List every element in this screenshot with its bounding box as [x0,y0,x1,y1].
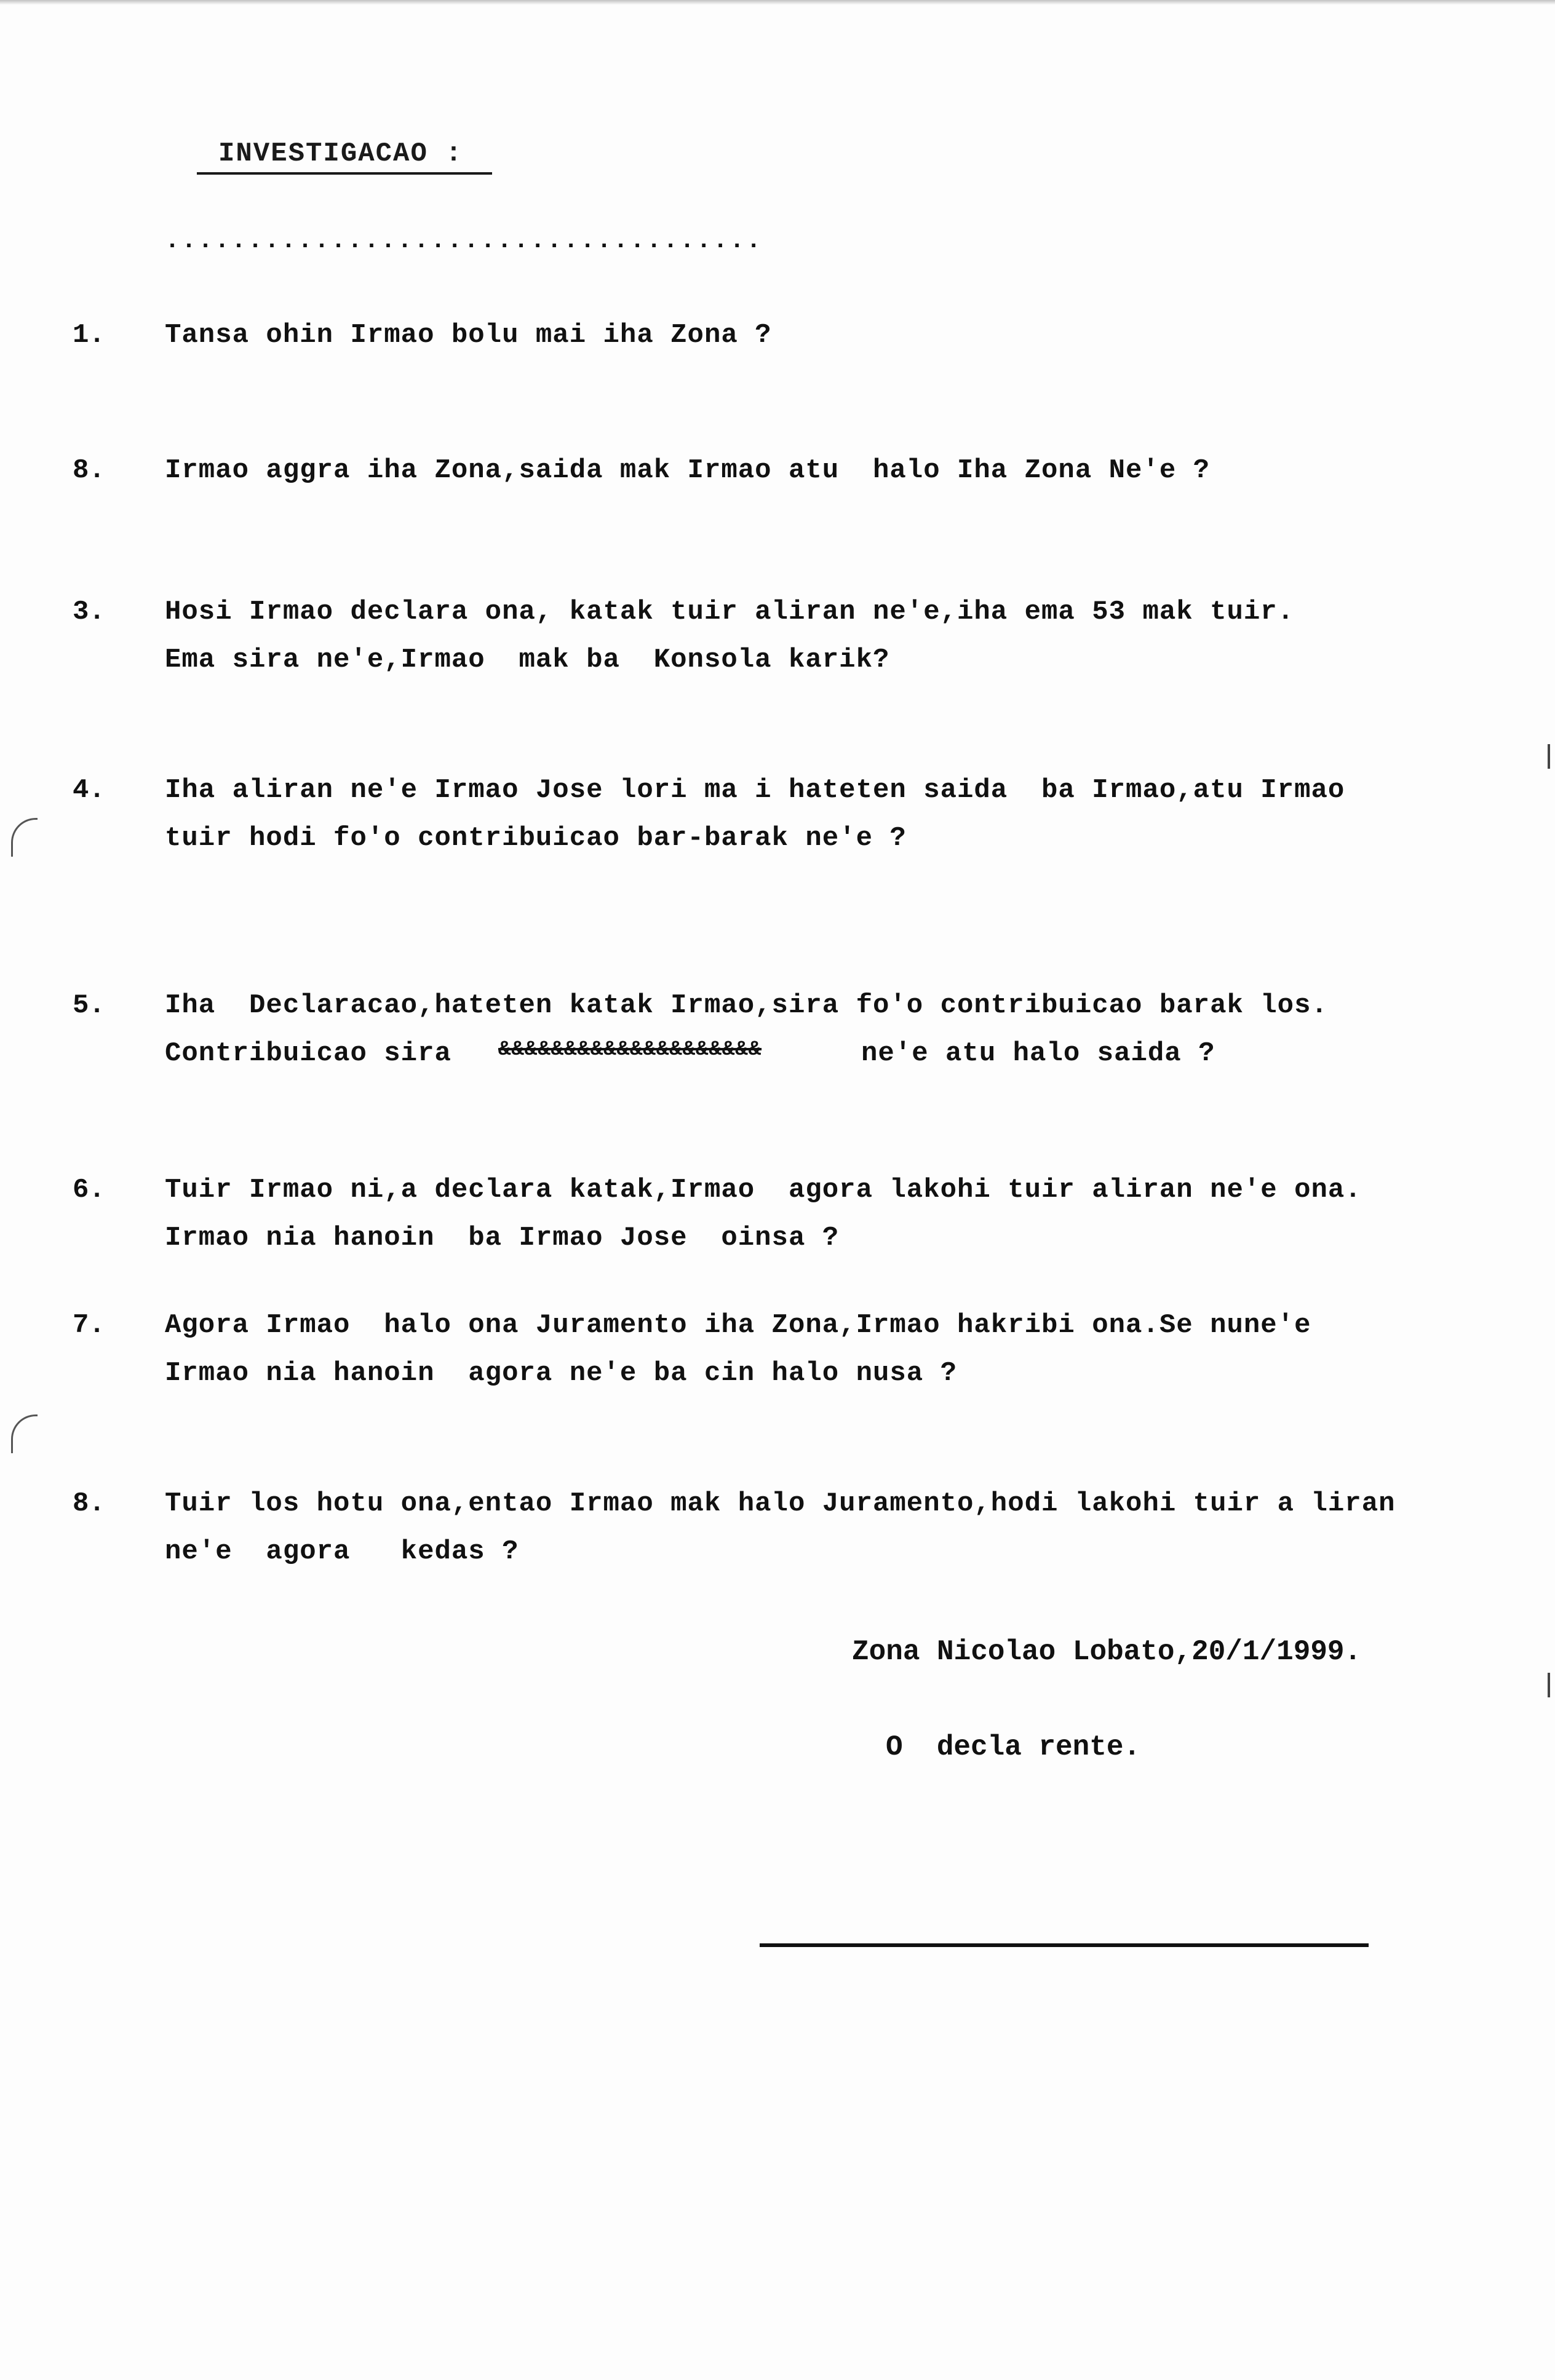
question-number: 3. [73,597,105,627]
question-text-line: tuir hodi fo'o contribuicao bar-barak ne'e ? [165,823,907,854]
question-text-line: Irmao nia hanoin ba Irmao Jose oinsa ? [165,1223,840,1253]
question-text-line: Tuir Irmao ni,a declara katak,Irmao agora lakohi tuir aliran ne'e ona. [165,1175,1362,1205]
heading-underline [197,172,492,175]
question-text-line: Hosi Irmao declara ona, katak tuir aliran ne'e,iha ema 53 mak tuir. [165,597,1295,627]
scan-artifact-top [0,0,1555,5]
edge-mark [1548,744,1550,769]
margin-mark [11,818,38,857]
question-number: 4. [73,775,105,806]
signature-line [760,1943,1369,1947]
question-number: 5. [73,990,105,1021]
question-number: 8. [73,455,105,486]
question-text-line: Iha Declaracao,hateten katak Irmao,sira fo'o contribuicao barak los. [165,990,1328,1021]
question-text-line: Irmao nia hanoin agora ne'e ba cin halo nusa ? [165,1358,958,1389]
question-text-line: Ema sira ne'e,Irmao mak ba Konsola karik? [165,645,890,675]
question-text-line: Tansa ohin Irmao bolu mai iha Zona ? [165,320,772,351]
struck-out-text: &&&&&&&&&&&&&&&&&&&& [498,1038,762,1061]
question-number: 1. [73,320,105,351]
question-text-line: Irmao aggra iha Zona,saida mak Irmao atu halo Iha Zona Ne'e ? [165,455,1211,486]
question-text-line: ne'e atu halo saida ? [861,1038,1215,1069]
place-and-date: Zona Nicolao Lobato,20/1/1999. [852,1636,1362,1668]
question-number: 8. [73,1488,105,1519]
question-number: 6. [73,1175,105,1205]
margin-mark [11,1414,38,1453]
question-text-line: Tuir los hotu ona,entao Irmao mak halo Juramento,hodi lakohi tuir a liran [165,1488,1396,1519]
edge-mark [1548,1673,1550,1697]
declarant-label: O decla rente. [886,1731,1141,1763]
document-heading: INVESTIGACAO : [218,138,463,169]
question-text-line: Agora Irmao halo ona Juramento iha Zona,Irmao hakribi ona.Se nune'e [165,1310,1311,1341]
dotted-separator: .................................... [165,228,763,255]
question-text-line: Iha aliran ne'e Irmao Jose lori ma i hateten saida ba Irmao,atu Irmao [165,775,1345,806]
question-number: 7. [73,1310,105,1341]
question-text-line: Contribuicao sira [165,1038,451,1069]
question-text-line: ne'e agora kedas ? [165,1536,519,1567]
